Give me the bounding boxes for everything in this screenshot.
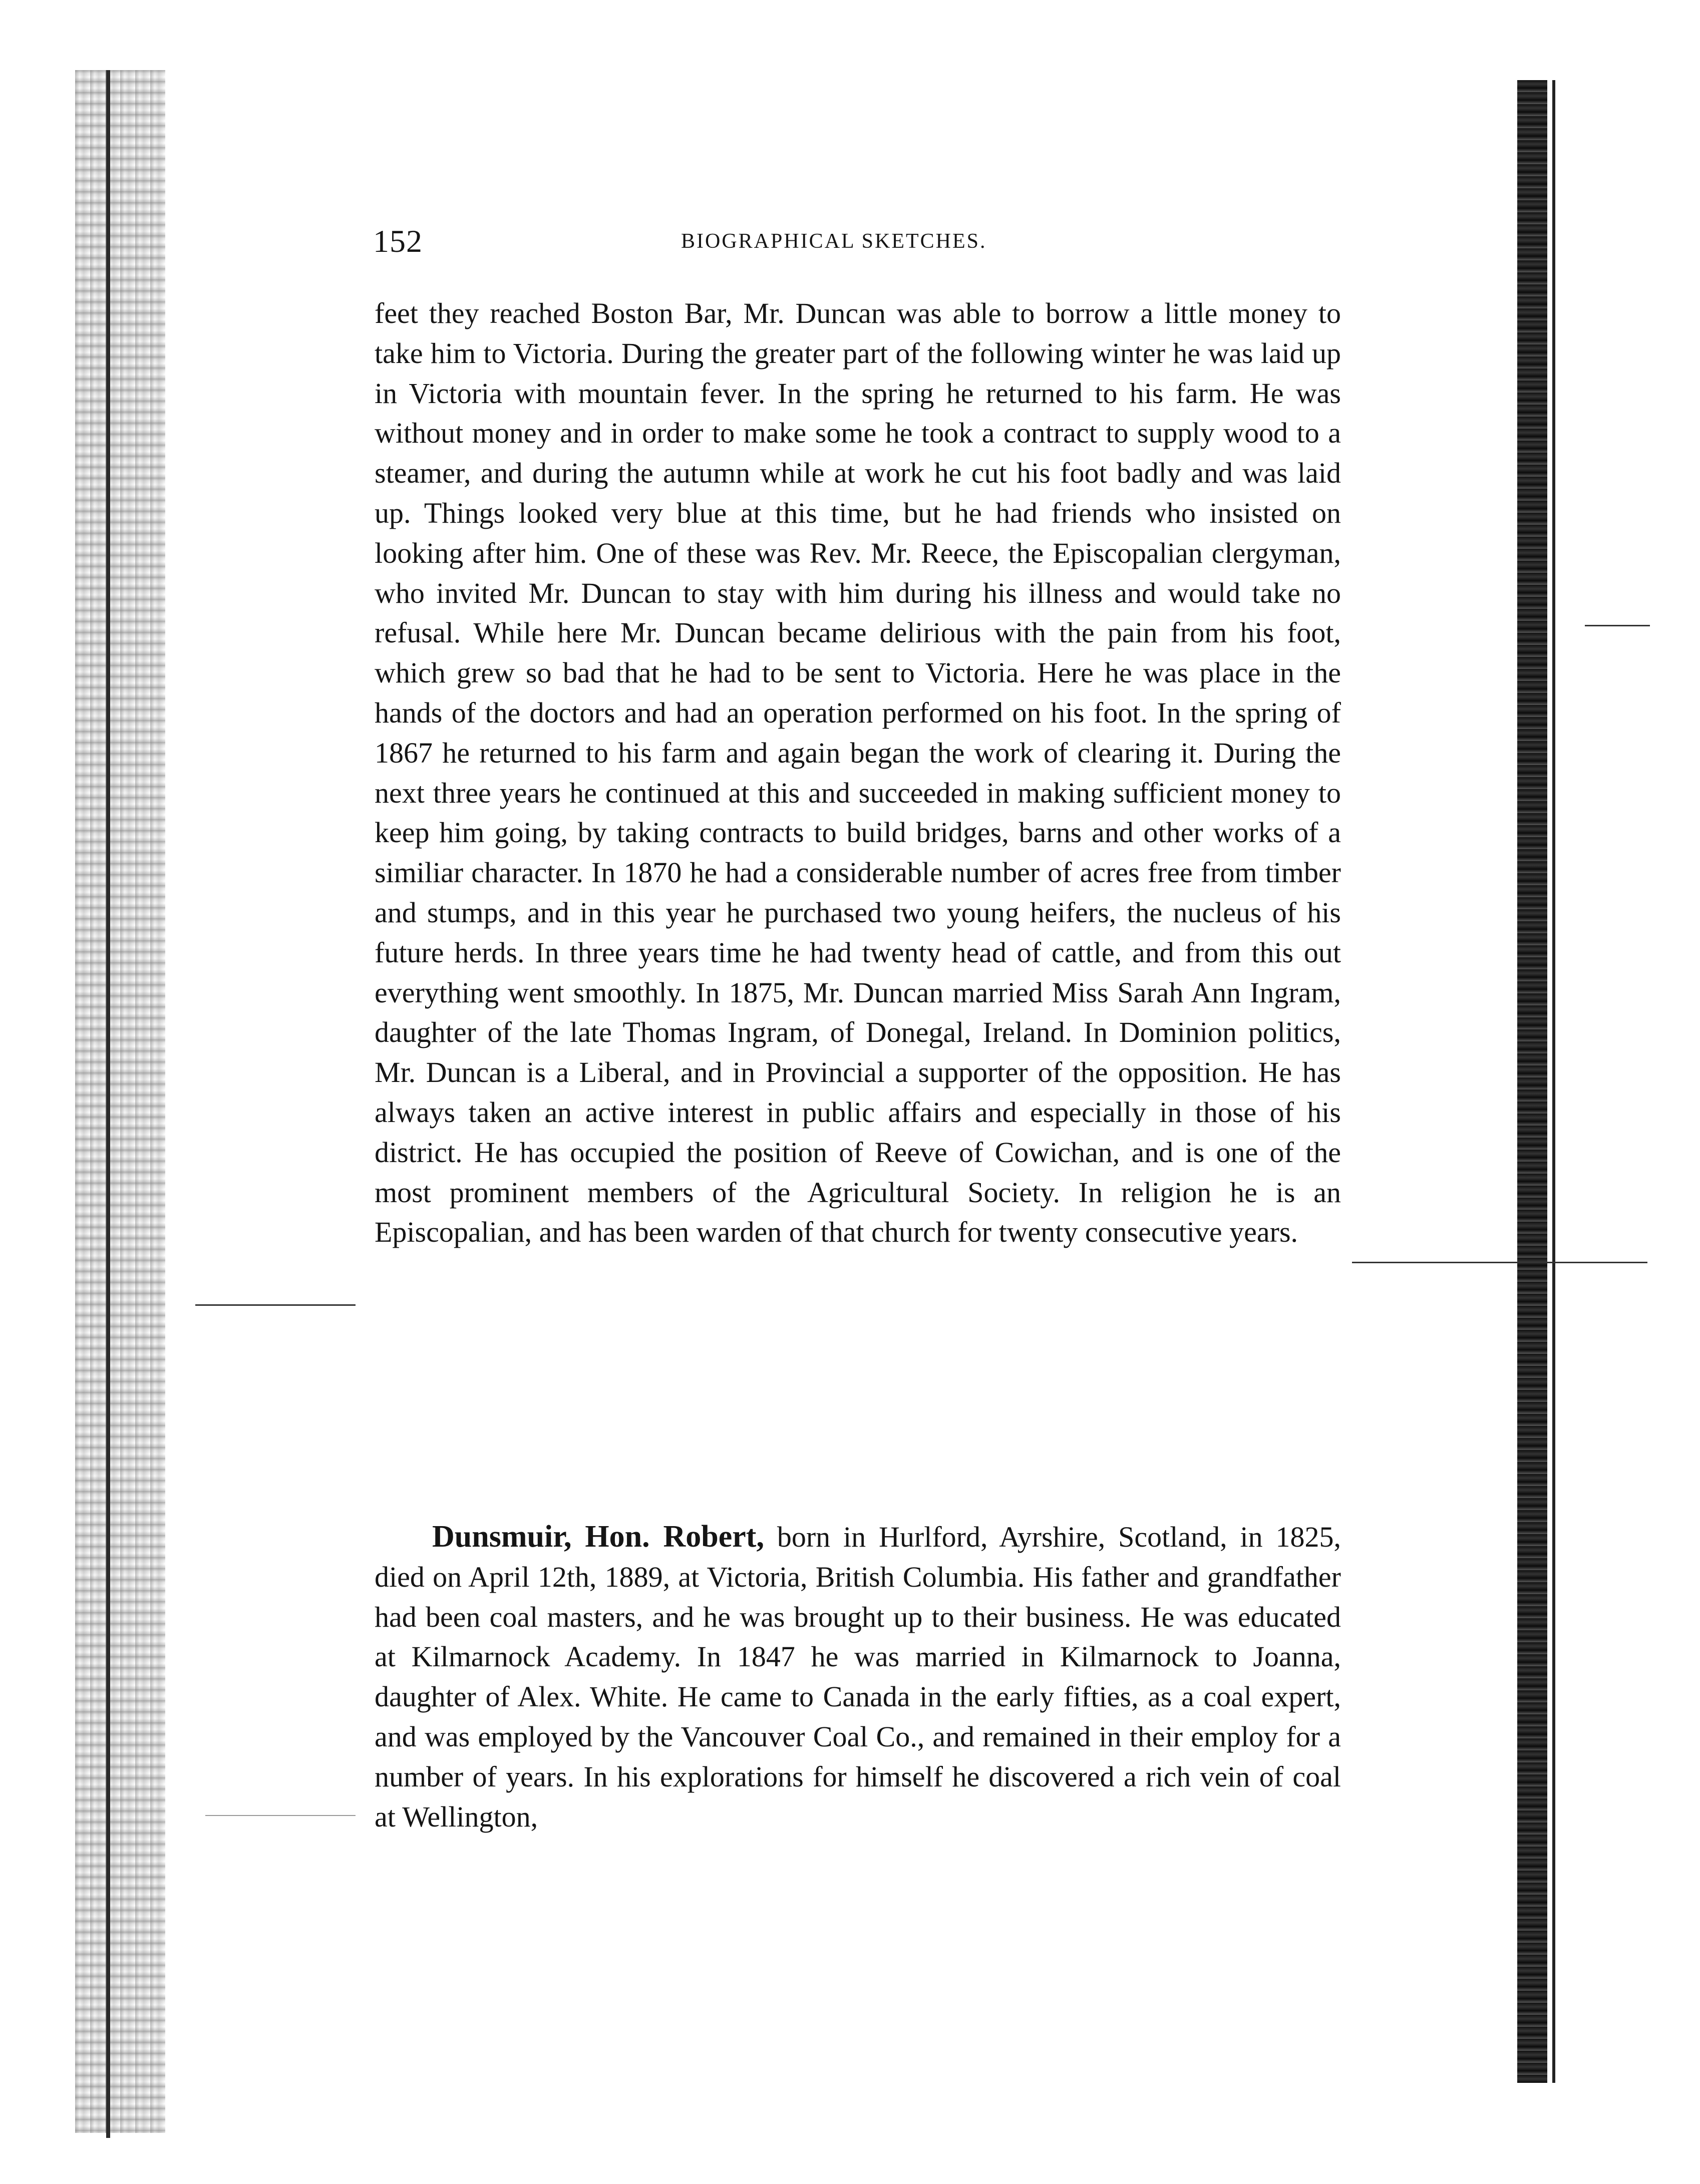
left-page-edge [106,70,110,2138]
left-binding-shadow [75,70,165,2133]
scan-artifact-line [205,1815,356,1816]
running-head: BIOGRAPHICAL SKETCHES. [681,230,987,253]
entry-body: born in Hurlford, Ayrshire, Scotland, in 1825, died on April 12th, 1889, at Victoria, British Columbia. His father and grandfather had been coal masters, and he was brought up to their business. He was educated at Kilmarnock Academy. In 1847 he was married in Kilmarnock to Joanna, daughter of Alex. White. He came to Canada in the early fifties, as a coal expert, and was employed by the Vancouver Coal Co., and remained in their employ for a number of years. In his explorations for himself he discovered a rich vein of coal at Wellington, [375,1521,1341,1833]
dunsmuir-entry-text [375,1517,1341,1837]
entry-name: Dunsmuir, Hon. Robert, [432,1520,764,1554]
scan-artifact-line [1352,1262,1647,1263]
paragraph-dunsmuir-entry [375,1517,1341,1837]
right-page-edge [1552,80,1555,2083]
scan-artifact-line [195,1304,356,1306]
scan-artifact-line [1585,625,1650,626]
page-number: 152 [373,223,423,259]
paragraph-duncan-continued: feet they reached Boston Bar, Mr. Duncan was able to borrow a little money to take him to Victoria. During the greater part of the following winter he was laid up in Victoria with mountain fever. In the spring he returned to his farm. He was without money and in order to make some he took a contract to supply wood to a steamer, and during the autumn while at work he cut his foot badly and was laid up. Things looked very blue at this time, but he had friends who insisted on looking after him. One of these was Rev. Mr. Reece, the Episcopalian clergyman, who invited Mr. Duncan to stay with him during his illness and would take no refusal. While here Mr. Duncan became delirious with the pain from his foot, which grew so bad that he had to be sent to Victoria. Here he was place in the hands of the doctors and had an operation performed on his foot. In the spring of 1867 he returned to his farm and again began the work of clearing it. During the next three years he continued at this and succeeded in making sufficient money to keep him going, by taking contracts to build bridges, barns and other works of a similiar character. In 1870 he had a considerable number of acres free from timber and stumps, and in this year he purchased two young heifers, the nucleus of his future herds. In three years time he had twenty head of cattle, and from this out everything went smoothly. In 1875, Mr. Duncan married Miss Sarah Ann Ingram, daughter of the late Thomas Ingram, of Donegal, Ireland. In Dominion politics, Mr. Duncan is a Liberal, and in Provincial a supporter of the opposition. He has always taken an active interest in public affairs and especially in those of his district. He has occupied the position of Reeve of Cowichan, and is one of the most prominent members of the Agricultural Society. In religion he is an Episcopalian, and has been warden of that church for twenty consecutive years. [375,297,1341,1249]
right-binding-shadow [1517,80,1547,2083]
